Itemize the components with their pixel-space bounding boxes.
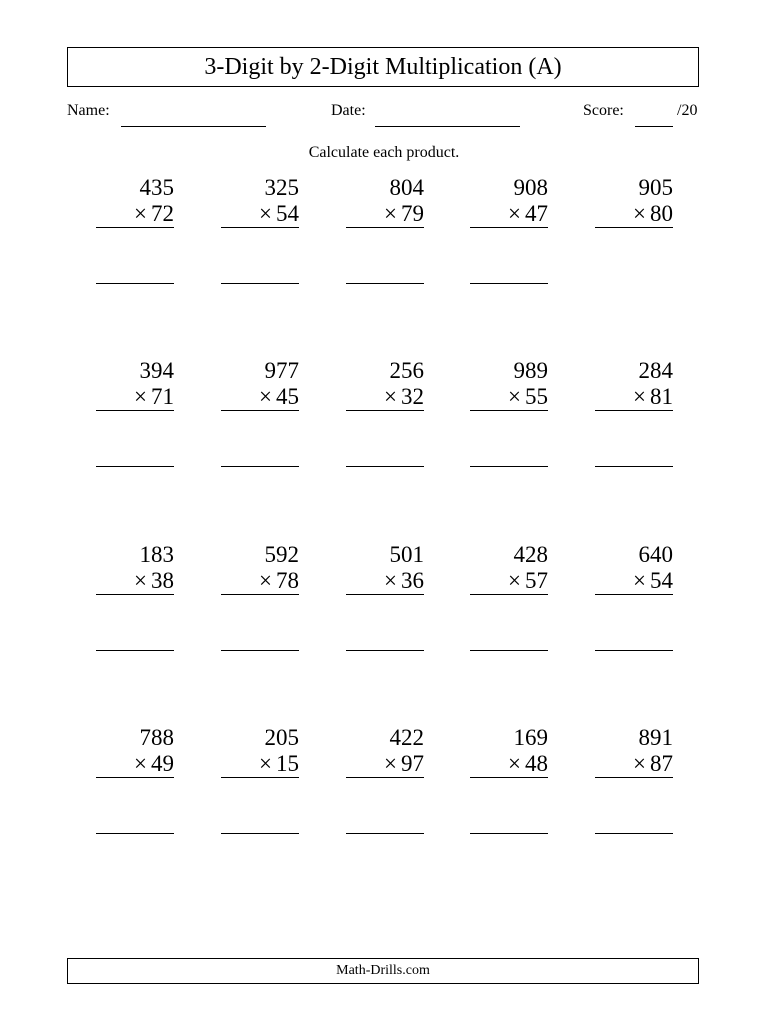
multiplier-row bbox=[470, 384, 548, 411]
multiplicand: 989 bbox=[513, 358, 548, 383]
multiplier: 38 bbox=[151, 568, 174, 593]
date-field-line[interactable] bbox=[375, 126, 520, 127]
multiplier-row bbox=[96, 384, 174, 411]
times-sign: × bbox=[633, 751, 646, 776]
score-max: /20 bbox=[677, 102, 698, 119]
problem-1 bbox=[96, 175, 174, 228]
times-sign: × bbox=[384, 201, 397, 226]
multiplier: 72 bbox=[151, 201, 174, 226]
times-sign: × bbox=[508, 384, 521, 409]
answer-line[interactable] bbox=[470, 650, 548, 651]
multiplicand: 908 bbox=[513, 175, 548, 200]
problem-13 bbox=[346, 542, 424, 595]
multiplier-row bbox=[346, 384, 424, 411]
multiplicand: 977 bbox=[264, 358, 299, 383]
multiplicand: 325 bbox=[264, 175, 299, 200]
times-sign: × bbox=[134, 751, 147, 776]
answer-line[interactable] bbox=[346, 650, 424, 651]
answer-line[interactable] bbox=[96, 833, 174, 834]
multiplicand: 905 bbox=[638, 175, 673, 200]
multiplicand: 788 bbox=[139, 725, 174, 750]
times-sign: × bbox=[508, 201, 521, 226]
multiplier: 54 bbox=[276, 201, 299, 226]
problem-19 bbox=[470, 725, 548, 778]
times-sign: × bbox=[259, 751, 272, 776]
answer-line[interactable] bbox=[595, 833, 673, 834]
multiplier-row bbox=[96, 568, 174, 595]
multiplier: 15 bbox=[276, 751, 299, 776]
times-sign: × bbox=[508, 568, 521, 593]
multiplicand: 169 bbox=[513, 725, 548, 750]
multiplier-row bbox=[221, 751, 299, 778]
multiplicand: 284 bbox=[638, 358, 673, 383]
multiplier: 49 bbox=[151, 751, 174, 776]
times-sign: × bbox=[384, 384, 397, 409]
multiplier: 55 bbox=[525, 384, 548, 409]
score-label: Score: bbox=[583, 102, 624, 119]
multiplicand: 205 bbox=[264, 725, 299, 750]
multiplier: 45 bbox=[276, 384, 299, 409]
name-label: Name: bbox=[67, 102, 110, 119]
answer-line[interactable] bbox=[595, 650, 673, 651]
multiplier-row bbox=[221, 568, 299, 595]
times-sign: × bbox=[134, 201, 147, 226]
multiplier: 97 bbox=[401, 751, 424, 776]
answer-line[interactable] bbox=[346, 466, 424, 467]
multiplicand: 435 bbox=[139, 175, 174, 200]
multiplier: 47 bbox=[525, 201, 548, 226]
multiplier-row bbox=[346, 751, 424, 778]
answer-line[interactable] bbox=[221, 650, 299, 651]
instructions: Calculate each product. bbox=[308, 144, 460, 161]
answer-line[interactable] bbox=[221, 466, 299, 467]
multiplier-row bbox=[470, 568, 548, 595]
multiplier: 32 bbox=[401, 384, 424, 409]
multiplier-row bbox=[96, 201, 174, 228]
multiplier-row bbox=[595, 201, 673, 228]
multiplicand: 804 bbox=[389, 175, 424, 200]
multiplicand: 394 bbox=[139, 358, 174, 383]
times-sign: × bbox=[384, 568, 397, 593]
multiplier: 80 bbox=[650, 201, 673, 226]
multiplier: 71 bbox=[151, 384, 174, 409]
problem-20 bbox=[595, 725, 673, 778]
score-field-line[interactable] bbox=[635, 126, 673, 127]
multiplicand: 501 bbox=[389, 542, 424, 567]
multiplier: 54 bbox=[650, 568, 673, 593]
problem-12 bbox=[221, 542, 299, 595]
problem-18 bbox=[346, 725, 424, 778]
answer-line[interactable] bbox=[470, 466, 548, 467]
problem-4 bbox=[470, 175, 548, 228]
problem-10 bbox=[595, 358, 673, 411]
multiplicand: 592 bbox=[264, 542, 299, 567]
answer-line[interactable] bbox=[470, 833, 548, 834]
times-sign: × bbox=[134, 384, 147, 409]
problem-8 bbox=[346, 358, 424, 411]
answer-line[interactable] bbox=[346, 833, 424, 834]
answer-line[interactable] bbox=[221, 283, 299, 284]
multiplicand: 256 bbox=[389, 358, 424, 383]
problem-11 bbox=[96, 542, 174, 595]
multiplier-row bbox=[595, 384, 673, 411]
answer-line[interactable] bbox=[96, 466, 174, 467]
name-field-line[interactable] bbox=[121, 126, 266, 127]
multiplier: 79 bbox=[401, 201, 424, 226]
multiplier: 87 bbox=[650, 751, 673, 776]
multiplier: 78 bbox=[276, 568, 299, 593]
multiplier: 57 bbox=[525, 568, 548, 593]
times-sign: × bbox=[134, 568, 147, 593]
times-sign: × bbox=[259, 568, 272, 593]
multiplier-row bbox=[346, 568, 424, 595]
multiplier-row bbox=[470, 751, 548, 778]
multiplier-row bbox=[96, 751, 174, 778]
problem-2 bbox=[221, 175, 299, 228]
problem-9 bbox=[470, 358, 548, 411]
multiplier-row bbox=[595, 568, 673, 595]
multiplier: 81 bbox=[650, 384, 673, 409]
problem-3 bbox=[346, 175, 424, 228]
multiplier-row bbox=[221, 201, 299, 228]
times-sign: × bbox=[633, 384, 646, 409]
times-sign: × bbox=[633, 568, 646, 593]
problem-16 bbox=[96, 725, 174, 778]
times-sign: × bbox=[384, 751, 397, 776]
multiplier-row bbox=[346, 201, 424, 228]
problem-7 bbox=[221, 358, 299, 411]
multiplier-row bbox=[595, 751, 673, 778]
problem-14 bbox=[470, 542, 548, 595]
worksheet-title: 3-Digit by 2-Digit Multiplication (A) bbox=[67, 47, 699, 87]
multiplier-row bbox=[470, 201, 548, 228]
times-sign: × bbox=[633, 201, 646, 226]
multiplicand: 891 bbox=[638, 725, 673, 750]
footer-site: Math-Drills.com bbox=[67, 958, 699, 984]
times-sign: × bbox=[259, 384, 272, 409]
multiplicand: 640 bbox=[638, 542, 673, 567]
answer-line[interactable] bbox=[470, 283, 548, 284]
multiplier: 48 bbox=[525, 751, 548, 776]
multiplier: 36 bbox=[401, 568, 424, 593]
multiplier-row bbox=[221, 384, 299, 411]
times-sign: × bbox=[259, 201, 272, 226]
problem-17 bbox=[221, 725, 299, 778]
answer-line[interactable] bbox=[595, 466, 673, 467]
problem-15 bbox=[595, 542, 673, 595]
multiplicand: 422 bbox=[389, 725, 424, 750]
answer-line[interactable] bbox=[221, 833, 299, 834]
multiplicand: 428 bbox=[513, 542, 548, 567]
answer-line[interactable] bbox=[346, 283, 424, 284]
problem-6 bbox=[96, 358, 174, 411]
multiplicand: 183 bbox=[139, 542, 174, 567]
date-label: Date: bbox=[331, 102, 366, 119]
answer-line[interactable] bbox=[96, 650, 174, 651]
times-sign: × bbox=[508, 751, 521, 776]
problem-5 bbox=[595, 175, 673, 228]
answer-line[interactable] bbox=[96, 283, 174, 284]
